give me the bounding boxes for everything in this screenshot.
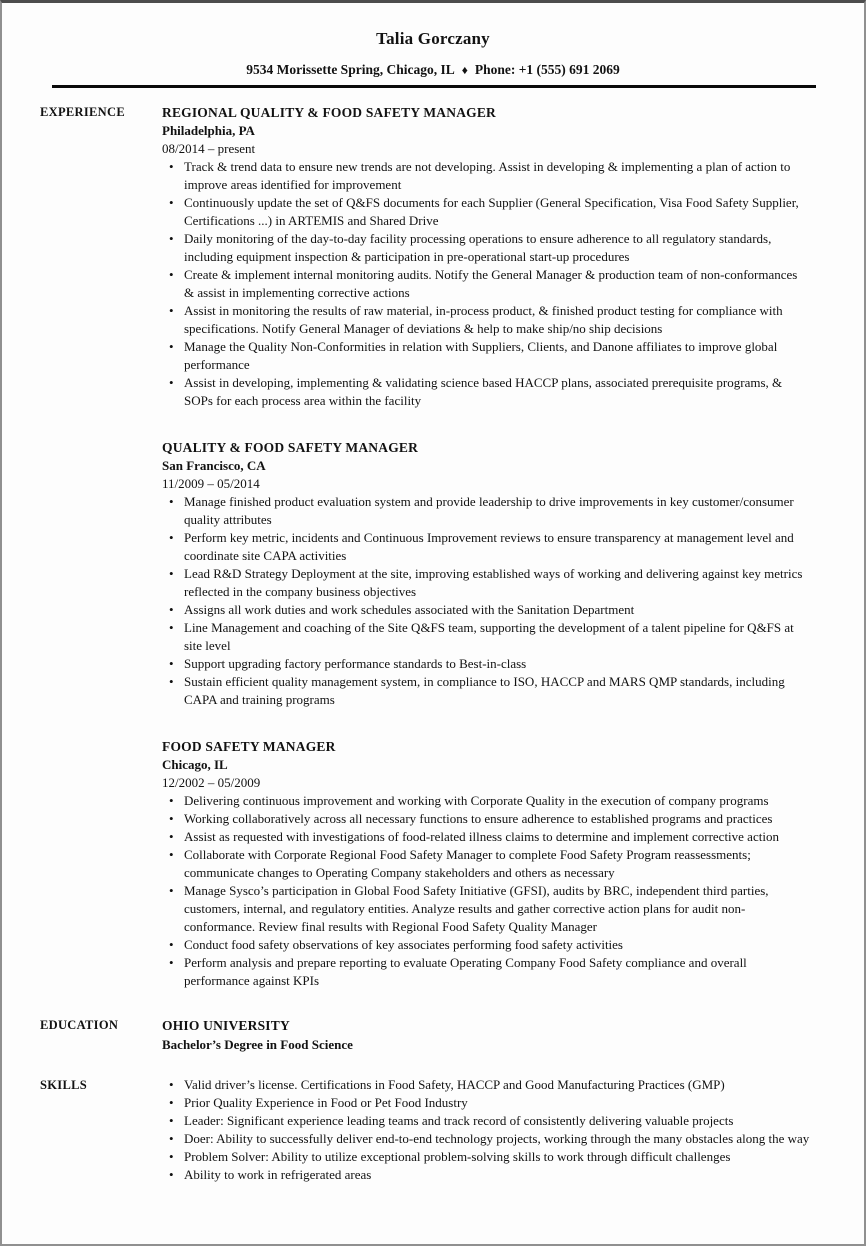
experience-label: EXPERIENCE bbox=[40, 105, 125, 119]
job-location: Chicago, IL bbox=[162, 757, 228, 772]
job-bullet: • Track & trend data to ensure new trends are not developing. Assist in developing & implementing a plan of action to improve areas identified for improvement bbox=[162, 158, 810, 194]
diamond-separator-icon: ♦ bbox=[461, 63, 468, 77]
skill-bullet: • Valid driver’s license. Certifications in Food Safety, HACCP and Good Manufacturing Practices (GMP) bbox=[162, 1076, 810, 1094]
experience-content bbox=[162, 103, 818, 990]
contact-line bbox=[2, 62, 864, 78]
job-entry bbox=[162, 438, 818, 709]
job-bullet: • Daily monitoring of the day-to-day facility processing operations to ensure adherence to all regulatory standards, including equipment inspection & participation in pre-operational start-up procedures bbox=[162, 230, 810, 266]
job-entry bbox=[162, 103, 818, 410]
header-divider bbox=[52, 85, 816, 88]
job-title: REGIONAL QUALITY & FOOD SAFETY MANAGER bbox=[162, 105, 496, 120]
job-bullet: • Line Management and coaching of the Site Q&FS team, supporting the development of a talent pipeline for Q&FS at site level bbox=[162, 619, 810, 655]
education-content bbox=[162, 1016, 818, 1055]
skills-bullet-list bbox=[162, 1076, 810, 1184]
job-bullet: • Collaborate with Corporate Regional Food Safety Manager to complete Food Safety Program reassessments; communicate changes to Operating Company stakeholders and others as necessary bbox=[162, 846, 810, 882]
skills-section bbox=[40, 1076, 818, 1184]
education-school: OHIO UNIVERSITY bbox=[162, 1018, 290, 1033]
job-dates: 08/2014 – present bbox=[162, 141, 256, 156]
job-bullet: • Assist in monitoring the results of raw material, in-process product, & finished product testing for compliance with specifications. Notify General Manager of deviations & help to make ship/no ship decisions bbox=[162, 302, 810, 338]
job-bullet-list bbox=[162, 792, 810, 990]
job-bullet: • Perform analysis and prepare reporting to evaluate Operating Company Food Safety compliance and overall performance against KPIs bbox=[162, 954, 810, 990]
job-bullet: • Working collaboratively across all necessary functions to ensure adherence to established programs and practices bbox=[162, 810, 810, 828]
job-location: San Francisco, CA bbox=[162, 458, 266, 473]
skills-label: SKILLS bbox=[40, 1078, 87, 1092]
job-bullet: • Assist in developing, implementing & validating science based HACCP plans, associated prerequisite programs, & SOPs for each process area within the facility bbox=[162, 374, 810, 410]
address-text: 9534 Morissette Spring, Chicago, IL bbox=[246, 62, 455, 77]
skills-content bbox=[162, 1076, 818, 1184]
experience-section bbox=[40, 103, 818, 990]
phone-text: Phone: +1 (555) 691 2069 bbox=[474, 62, 620, 77]
job-bullet: • Manage finished product evaluation system and provide leadership to drive improvements in key customer/consumer quality attributes bbox=[162, 493, 810, 529]
education-degree: Bachelor’s Degree in Food Science bbox=[162, 1037, 353, 1052]
job-bullet: • Sustain efficient quality management system, in compliance to ISO, HACCP and MARS QMP standards, including CAPA and training programs bbox=[162, 673, 810, 709]
resume-body bbox=[2, 103, 864, 1184]
job-entry bbox=[162, 737, 818, 990]
skill-bullet: • Prior Quality Experience in Food or Pet Food Industry bbox=[162, 1094, 810, 1112]
job-dates: 12/2002 – 05/2009 bbox=[162, 775, 261, 790]
skill-bullet: • Ability to work in refrigerated areas bbox=[162, 1166, 810, 1184]
skill-bullet: • Problem Solver: Ability to utilize exceptional problem-solving skills to work through difficult challenges bbox=[162, 1148, 810, 1166]
job-bullet: • Assigns all work duties and work schedules associated with the Sanitation Department bbox=[162, 601, 810, 619]
skill-bullet: • Leader: Significant experience leading teams and track record of consistently delivering valuable projects bbox=[162, 1112, 810, 1130]
job-bullet: • Perform key metric, incidents and Continuous Improvement reviews to ensure transparency at management level and coordinate site CAPA activities bbox=[162, 529, 810, 565]
skill-bullet: • Doer: Ability to successfully deliver end-to-end technology projects, working through the many obstacles along the way bbox=[162, 1130, 810, 1148]
job-bullet: • Manage Sysco’s participation in Global Food Safety Initiative (GFSI), audits by BRC, independent third parties, customers, internal, and regulatory entities. Analyze results and gather corrective action plans for audit non-conformance. Review final results with Regional Food Safety Quality Manager bbox=[162, 882, 810, 936]
job-bullet: • Continuously update the set of Q&FS documents for each Supplier (General Specification, Visa Food Safety Supplier, Certifications ...) in ARTEMIS and Shared Drive bbox=[162, 194, 810, 230]
job-bullet: • Conduct food safety observations of key associates performing food safety activities bbox=[162, 936, 810, 954]
job-location: Philadelphia, PA bbox=[162, 123, 255, 138]
job-bullet: • Create & implement internal monitoring audits. Notify the General Manager & production team of non-conformances & assist in implementing corrective actions bbox=[162, 266, 810, 302]
resume-header bbox=[2, 3, 864, 88]
job-bullet: • Manage the Quality Non-Conformities in relation with Suppliers, Clients, and Danone affiliates to improve global performance bbox=[162, 338, 810, 374]
job-title: FOOD SAFETY MANAGER bbox=[162, 739, 336, 754]
job-title: QUALITY & FOOD SAFETY MANAGER bbox=[162, 440, 419, 455]
job-bullet: • Assist as requested with investigations of food-related illness claims to determine and implement corrective action bbox=[162, 828, 810, 846]
job-bullet: • Support upgrading factory performance standards to Best-in-class bbox=[162, 655, 810, 673]
job-dates: 11/2009 – 05/2014 bbox=[162, 476, 260, 491]
job-bullet: • Delivering continuous improvement and working with Corporate Quality in the execution of company programs bbox=[162, 792, 810, 810]
job-bullet-list bbox=[162, 158, 810, 410]
job-bullet-list bbox=[162, 493, 810, 709]
job-bullet: • Lead R&D Strategy Deployment at the site, improving established ways of working and delivering against key metrics reflected in the company business objectives bbox=[162, 565, 810, 601]
education-label: EDUCATION bbox=[40, 1018, 119, 1032]
education-section bbox=[40, 1016, 818, 1055]
candidate-name: Talia Gorczany bbox=[376, 29, 490, 48]
